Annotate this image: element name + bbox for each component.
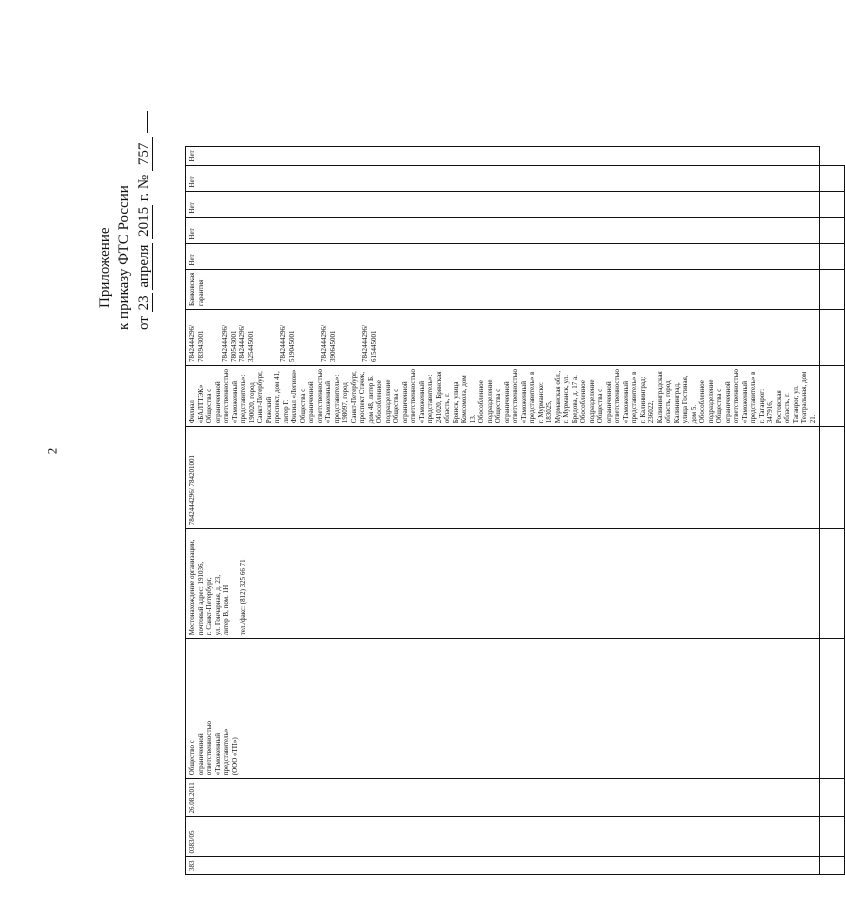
organization-cell [186, 639, 820, 779]
flag-cell: Нет [186, 243, 820, 269]
spacer [296, 313, 304, 362]
branch-entry: Филиал «Легион» Общества с ограниченной ответственностью «Таможенный представитель»: 198097, город Санкт-Петербург, проспект Стачек, дом 48, литер Б. [290, 368, 375, 424]
blank-cell [820, 857, 845, 875]
number-label: № [136, 174, 152, 190]
table-row [186, 147, 820, 875]
address-line: почтовый адрес: 191036, [196, 561, 205, 636]
order-date-line [134, 30, 153, 330]
branch-entry: Филиал «БАЛТТЭК» Общества с ограниченной ответственностью «Таможенный представитель»: 190020, город Санкт-Петербург, Рижский проспект, дом 41, литер Г. [188, 368, 290, 424]
address-cell [186, 529, 820, 639]
flag-cell: Нет [186, 217, 820, 243]
blank-cell [820, 427, 845, 529]
blank-cell [820, 243, 845, 269]
order-reference: к приказу ФТС России [116, 185, 132, 330]
spacer [263, 313, 271, 362]
order-header [96, 30, 153, 330]
organization-line: «Таможенный [213, 732, 222, 776]
organization-line: Общество с [188, 740, 196, 776]
blank-cell [820, 639, 845, 779]
table-row-blank [820, 147, 845, 875]
blank-cell [820, 165, 845, 191]
branch-code: 7842444296/ 783943001 [188, 325, 205, 362]
branch-code: 7842444296/ 390645001 [320, 325, 337, 362]
branch-code: 7842444296/ 780543001 [221, 325, 238, 362]
spacer [205, 313, 213, 362]
inn-kpp-cell: 7842444296/ 784201001 [186, 427, 820, 529]
blank-cell [820, 817, 845, 857]
branch-entry: Обособленное подразделение Общества с ограниченной ответственностью «Таможенный представитель» в г. Мурманске: 183025, Мурманская обл., г. Мурманск, ул. Бредова, д. 17 а. [477, 368, 579, 424]
branch-entry: Обособленное подразделение Общества с ограниченной ответственностью «Таможенный представитель» в г. Калининград: 236022, Калининградская область, город Калининград, улица Гостиная, дом 5. [579, 368, 698, 424]
address-line: литер В, пом. 1Н [222, 584, 230, 636]
blank-cell [820, 779, 845, 817]
branch-entry: Обособленное подразделение Общества с ограниченной ответственностью «Таможенный представитель»: 241020, Брянская область, г. Брянск, улица Комсомола, дом 13. [375, 368, 477, 424]
blank-cell [820, 217, 845, 243]
spacer [304, 313, 312, 362]
flag-cell: Нет [186, 147, 820, 165]
blank-cell [820, 191, 845, 217]
spacer [353, 313, 361, 362]
address-line: Местонахождение организации, [188, 539, 196, 636]
blank-cell [820, 365, 845, 426]
date-cell: 26.08.2011 [186, 779, 820, 817]
from-label: от [136, 316, 152, 330]
blank-cell [820, 269, 845, 309]
organization-line: ограниченной [196, 733, 205, 776]
phone-line: тел./факс: (812) 325 66 71 [238, 559, 247, 636]
page-number: 2 [44, 447, 60, 455]
branch-code: 7842444296/ 519045001 [279, 325, 296, 362]
number-underline [134, 111, 148, 133]
spacer [255, 313, 263, 362]
flag-cell: Нет [186, 165, 820, 191]
order-day: 23 [136, 295, 152, 311]
branch-codes-cell [186, 309, 820, 365]
spacer [271, 313, 279, 362]
branch-entry: Обособленное подразделение Общества с ограниченной ответственностью «Таможенный представитель» в г. Таганрог: 347916, Ростовская область, г. Таганрог, ул. Театральная, дом 21. [698, 368, 817, 424]
spacer [345, 313, 353, 362]
order-year: 2015 [136, 206, 152, 237]
order-number: 757 [136, 137, 153, 172]
security-line: Банковская [188, 272, 196, 306]
reg-number-cell: 383 [186, 857, 820, 875]
spacer [213, 313, 221, 362]
branch-code: 7842444296/ 325445001 [238, 325, 255, 362]
security-cell [186, 269, 820, 309]
branches-cell [186, 365, 820, 426]
order-month: апреля [136, 244, 152, 288]
blank-cell [820, 529, 845, 639]
organization-line: представитель» [222, 728, 230, 776]
year-suffix: г. [136, 192, 152, 202]
security-line: гарантия [196, 279, 205, 306]
organization-line: (ООО «ТП») [230, 737, 239, 776]
spacer [312, 313, 320, 362]
address-line: ул. Гончарная, д. 23, [213, 574, 222, 636]
spacer [337, 313, 345, 362]
flag-cell: Нет [186, 191, 820, 217]
organization-line: ответственностью [205, 720, 213, 776]
certificate-cell: 0383/05 [186, 817, 820, 857]
address-line: г. Санкт-Петербург, [205, 577, 213, 636]
spacer [231, 532, 239, 635]
appendix-title: Приложение [97, 227, 113, 308]
branch-code: 7842444296/ 615445001 [361, 325, 378, 362]
blank-cell [820, 309, 845, 365]
registry-table [185, 146, 845, 875]
